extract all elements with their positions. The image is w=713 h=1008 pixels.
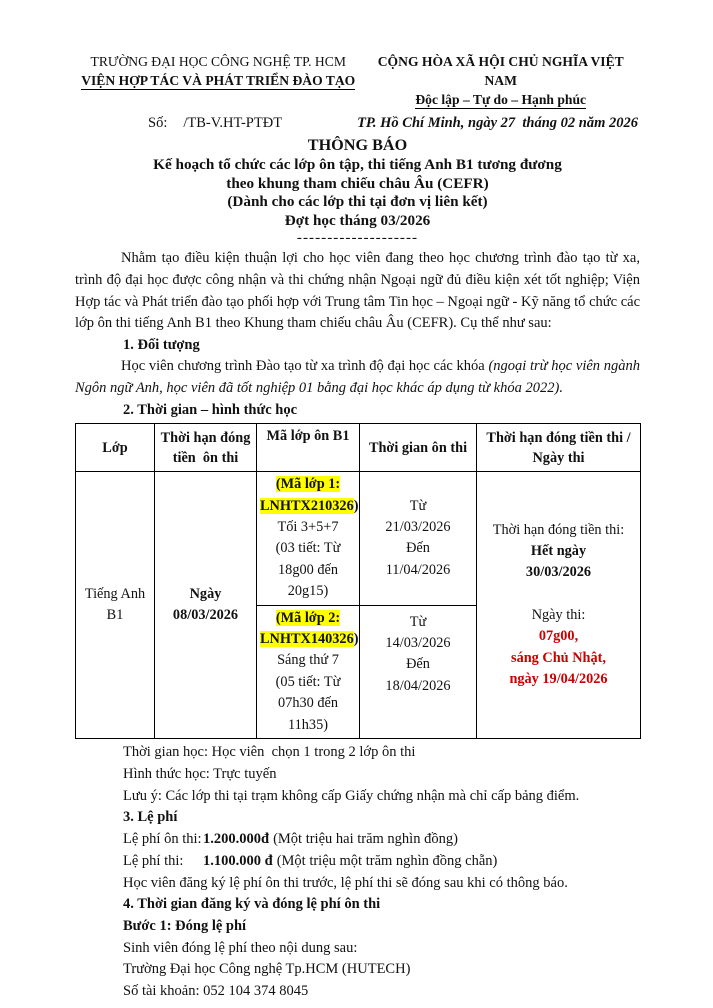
document-number-value: /TB-V.HT-PTĐT <box>183 115 283 131</box>
document-number <box>75 115 355 132</box>
class-2-schedule-line: (05 tiết: Từ <box>275 673 341 690</box>
class-2-schedule-line: Sáng thứ 7 <box>277 652 339 669</box>
class-2-code-highlight: LNHTX140326 <box>260 630 354 647</box>
exam-time-red: 07g00, <box>538 628 579 645</box>
col-header-exam-info: Thời hạn đóng tiền thi / Ngày thi <box>477 424 641 472</box>
cell-class-2-review-period <box>360 605 477 738</box>
exam-date-red: ngày 19/04/2026 <box>509 671 608 688</box>
class-1-schedule-line: 18g00 đến <box>278 561 338 578</box>
fee-exam-label: Lệ phí thi: <box>123 852 184 869</box>
col-header-review-period: Thời gian ôn thi <box>360 424 477 472</box>
cell-exam-info <box>477 472 641 739</box>
subject-line-3: (Dành cho các lớp thi tại đơn vị liên kết) <box>227 193 488 211</box>
col-header-class: Lớp <box>76 424 155 472</box>
cell-class-1-review-period <box>360 472 477 605</box>
cell-class-name: Tiếng Anh B1 <box>76 472 155 739</box>
intro-paragraph: Nhằm tạo điều kiện thuận lợi cho học viên đang theo học chương trình đào tạo từ xa, trình độ đại học được công nhận và thi chứng nhận Ngoại ngữ đủ điều kiện xét tốt nghiệp; Viện Hợp tác và Phát triển đào tạo phối hợp với Trung tâm Tin học – Ngoại ngữ - Kỹ năng tổ chức các lớp ôn thi tiếng Anh B1 theo Khung tham chiếu châu Âu (CEFR). Cụ thể như sau: <box>75 250 640 332</box>
issuing-org-block <box>75 52 361 109</box>
exam-fee-deadline-label: Thời hạn đóng tiền thi: <box>492 521 625 538</box>
number-date-row <box>75 115 640 132</box>
fee-review-words: (Một triệu hai trăm nghìn đồng) <box>273 830 458 847</box>
national-title-line: CỘNG HÒA XÃ HỘI CHỦ NGHĨA VIỆT NAM <box>377 54 624 88</box>
subject-line-2: theo khung tham chiếu châu Âu (CEFR) <box>226 174 489 192</box>
document-type-title: THÔNG BÁO <box>307 136 408 154</box>
cell-payment-deadline: Ngày 08/03/2026 <box>155 472 257 739</box>
class-2-period-line: Đến <box>406 656 430 673</box>
fee-exam-line <box>75 851 640 873</box>
class-1-schedule-line: 20g15) <box>287 583 329 600</box>
class-2-code-prefix-highlight: (Mã lớp 2: <box>275 609 341 626</box>
subject-line-4: Đợt học tháng 03/2026 <box>284 211 431 229</box>
document-header <box>75 52 640 109</box>
payment-instruction-line: Sinh viên đóng lệ phí theo nội dung sau: <box>123 939 358 956</box>
class-2-period-line: Từ <box>409 613 427 630</box>
class-1-code-prefix-highlight: (Mã lớp 1: <box>275 476 341 493</box>
study-format-note: Hình thức học: Trực tuyến <box>123 765 277 782</box>
dashed-divider: -------------------- <box>296 229 419 247</box>
table-row-class-1 <box>76 472 641 605</box>
class-2-period-line: 18/04/2026 <box>385 677 451 694</box>
place-and-date: TP. Hồ Chí Minh, ngày 27 tháng 02 năm 2026 <box>357 115 638 131</box>
bank-account-name: Trường Đại học Công nghệ Tp.HCM (HUTECH) <box>123 961 411 978</box>
col-header-class-code: Mã lớp ôn B1 <box>257 424 360 472</box>
section-1-body-italic: (ngoại trừ học viên ngành Ngôn ngữ Anh, học viên đã tốt nghiệp 01 bằng đại học khác áp dụng từ khóa 2022). <box>75 358 640 396</box>
org-name-line: TRƯỜNG ĐẠI HỌC CÔNG NGHỆ TP. HCM <box>90 54 346 69</box>
class-1-period-line: Từ <box>409 497 427 514</box>
fee-order-note: Học viên đăng ký lệ phí ôn thi trước, lệ phí thi sẽ đóng sau khi có thông báo. <box>123 874 568 891</box>
exam-fee-deadline-date: 30/03/2026 <box>525 564 592 581</box>
fee-exam-amount: 1.100.000 đ <box>203 852 273 869</box>
class-1-schedule-line: Tối 3+5+7 <box>277 518 339 535</box>
class-1-period-line: 21/03/2026 <box>385 518 451 535</box>
fee-review-line <box>75 829 640 851</box>
exam-date-label: Ngày thi: <box>531 606 586 623</box>
step-1-heading: Bước 1: Đóng lệ phí <box>123 917 247 934</box>
schedule-table <box>75 423 641 739</box>
exam-day-red: sáng Chủ Nhật, <box>511 649 606 666</box>
section-1-body <box>75 356 640 399</box>
table-header-row <box>76 424 641 472</box>
exam-fee-deadline-line: Hết ngày <box>530 543 587 560</box>
section-2-heading: 2. Thời gian – hình thức học <box>123 401 297 418</box>
class-1-code-suffix: ) <box>353 497 359 514</box>
section-3-heading: 3. Lệ phí <box>123 809 178 826</box>
class-2-schedule-line: 07h30 đến <box>278 695 338 712</box>
national-motto-block <box>361 52 640 109</box>
class-1-period-line: 11/04/2026 <box>385 561 451 578</box>
section-1-heading: 1. Đối tượng <box>123 336 200 353</box>
subject-line-1: Kế hoạch tổ chức các lớp ôn tập, thi tiếng Anh B1 tương đương <box>153 156 562 173</box>
class-2-schedule-line: 11h35) <box>288 716 328 733</box>
document-number-label: Số: <box>148 115 168 131</box>
fee-review-amount: 1.200.000đ <box>203 830 270 847</box>
national-motto-line: Độc lập – Tự do – Hạnh phúc <box>415 92 587 107</box>
section-4-heading: 4. Thời gian đăng ký và đóng lệ phí ôn thi <box>123 896 381 913</box>
org-department-line: VIỆN HỢP TÁC VÀ PHÁT TRIỂN ĐÀO TẠO <box>81 73 356 88</box>
class-1-schedule-line: (03 tiết: Từ <box>275 540 341 557</box>
study-time-note: Thời gian học: Học viên chọn 1 trong 2 lớp ôn thi <box>123 744 416 760</box>
fee-review-label: Lệ phí ôn thi: <box>123 830 202 847</box>
fee-exam-words: (Một triệu một trăm nghìn đồng chẵn) <box>276 852 498 869</box>
class-1-code-highlight: LNHTX210326 <box>260 497 354 514</box>
class-1-period-line: Đến <box>406 540 430 557</box>
cell-class-2-code <box>257 605 360 738</box>
bank-account-number: Số tài khoản: 052 104 374 8045 <box>123 983 309 1000</box>
section-1-body-regular: Học viên chương trình Đào tạo từ xa trình độ đại học các khóa <box>121 358 489 375</box>
title-block <box>75 135 640 245</box>
class-2-period-line: 14/03/2026 <box>385 634 451 651</box>
cell-class-1-code <box>257 472 360 605</box>
class-2-code-suffix: ) <box>353 630 359 647</box>
col-header-payment-deadline: Thời hạn đóng tiền ôn thi <box>155 424 257 472</box>
certificate-note: Lưu ý: Các lớp thi tại trạm không cấp Giấy chứng nhận mà chỉ cấp bảng điểm. <box>123 787 580 804</box>
